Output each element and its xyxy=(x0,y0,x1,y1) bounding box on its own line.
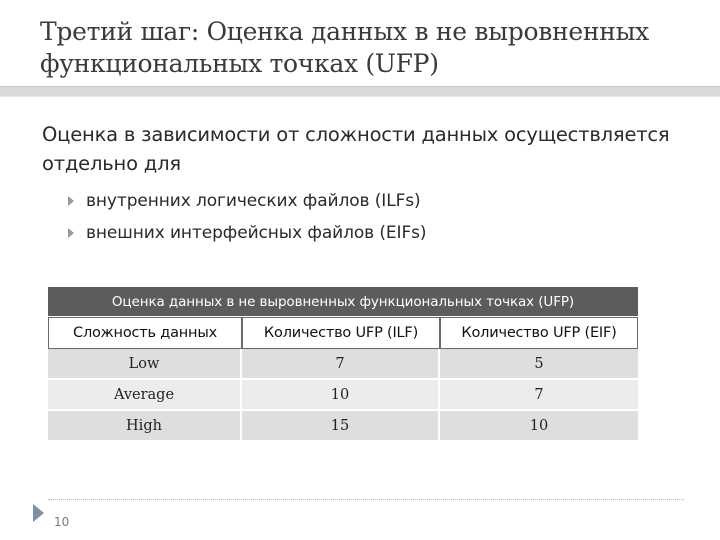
title-divider xyxy=(0,86,720,97)
ufp-data-table xyxy=(48,287,638,442)
table-caption: Оценка данных в не выровненных функциональных точках (UFP) xyxy=(48,287,638,317)
triangle-bullet-icon xyxy=(68,196,74,206)
bullet-list xyxy=(68,185,668,249)
table-cell: Low xyxy=(48,349,242,380)
column-header: Количество UFP (EIF) xyxy=(440,317,638,349)
table-row xyxy=(48,411,638,442)
table-cell: 5 xyxy=(440,349,638,380)
table-cell: 7 xyxy=(242,349,440,380)
table-cell: 10 xyxy=(242,380,440,411)
slide-title: Третий шаг: Оценка данных в не выровненных функциональных точках (UFP) xyxy=(40,17,649,78)
table-cell: 7 xyxy=(440,380,638,411)
triangle-bullet-icon xyxy=(68,228,74,238)
table-cell: 10 xyxy=(440,411,638,442)
table-row xyxy=(48,380,638,411)
table-cell: 15 xyxy=(242,411,440,442)
footer-arrow-icon xyxy=(33,504,44,522)
bullet-item xyxy=(68,185,668,217)
table-row xyxy=(48,349,638,380)
column-header: Сложность данных xyxy=(48,317,242,349)
bullet-text: внешних интерфейсных файлов (EIFs) xyxy=(86,223,427,243)
column-header: Количество UFP (ILF) xyxy=(242,317,440,349)
table-cell: Average xyxy=(48,380,242,411)
bullet-text: внутренних логических файлов (ILFs) xyxy=(86,191,421,211)
page-number: 10 xyxy=(54,515,70,529)
intro-text: Оценка в зависимости от сложности данных осуществляется отдельно для xyxy=(42,123,670,175)
bullet-item xyxy=(68,217,668,249)
table-cell: High xyxy=(48,411,242,442)
footer-divider xyxy=(48,499,684,500)
